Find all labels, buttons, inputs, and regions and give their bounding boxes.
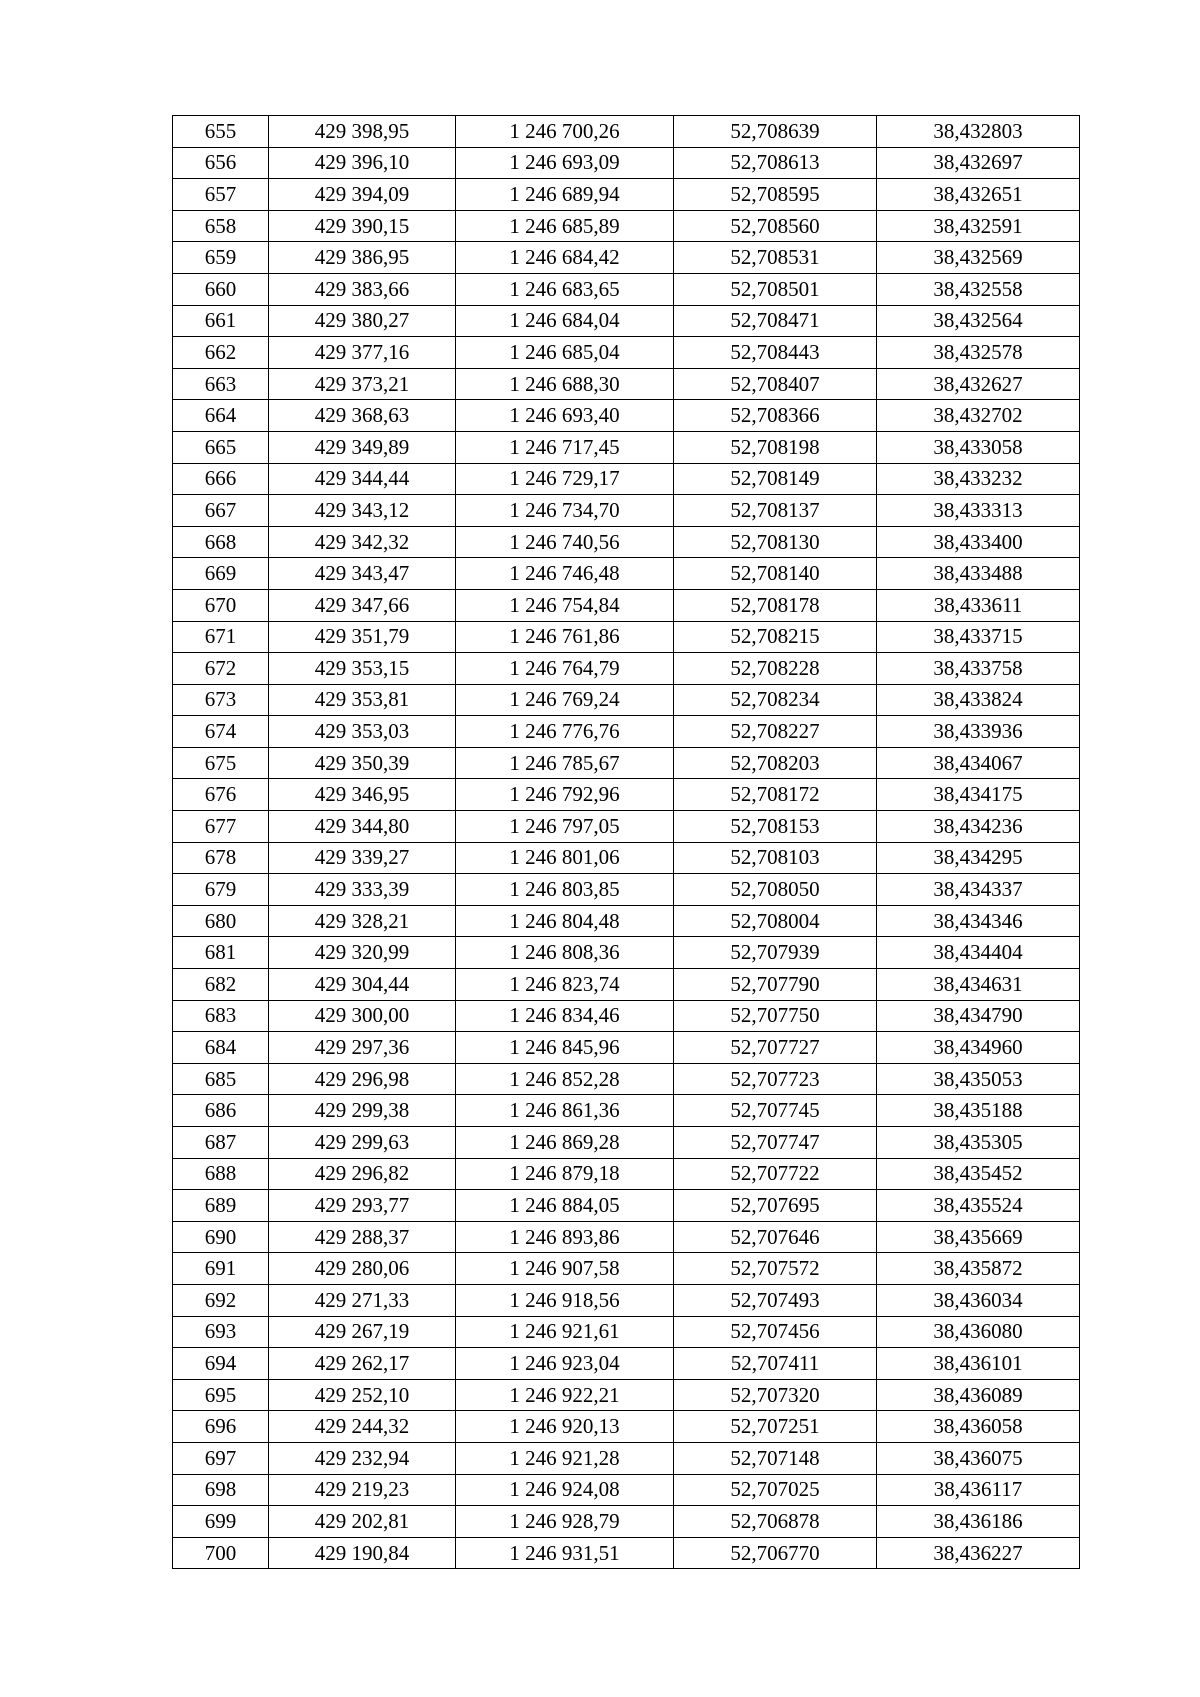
longitude-cell: 38,434404 bbox=[877, 937, 1080, 969]
x-coordinate-cell: 429 328,21 bbox=[269, 905, 456, 937]
latitude-cell: 52,708137 bbox=[674, 495, 877, 527]
latitude-cell: 52,708004 bbox=[674, 905, 877, 937]
y-coordinate-cell: 1 246 683,65 bbox=[456, 273, 674, 305]
longitude-cell: 38,436227 bbox=[877, 1537, 1080, 1569]
longitude-cell: 38,434067 bbox=[877, 747, 1080, 779]
latitude-cell: 52,708595 bbox=[674, 179, 877, 211]
x-coordinate-cell: 429 377,16 bbox=[269, 337, 456, 369]
latitude-cell: 52,707790 bbox=[674, 969, 877, 1001]
x-coordinate-cell: 429 232,94 bbox=[269, 1442, 456, 1474]
y-coordinate-cell: 1 246 920,13 bbox=[456, 1411, 674, 1443]
x-coordinate-cell: 429 353,15 bbox=[269, 653, 456, 685]
longitude-cell: 38,433611 bbox=[877, 589, 1080, 621]
table-row bbox=[173, 969, 1080, 1001]
latitude-cell: 52,707493 bbox=[674, 1284, 877, 1316]
y-coordinate-cell: 1 246 801,06 bbox=[456, 842, 674, 874]
longitude-cell: 38,432803 bbox=[877, 116, 1080, 148]
latitude-cell: 52,708366 bbox=[674, 400, 877, 432]
longitude-cell: 38,433058 bbox=[877, 431, 1080, 463]
latitude-cell: 52,707411 bbox=[674, 1348, 877, 1380]
y-coordinate-cell: 1 246 740,56 bbox=[456, 526, 674, 558]
y-coordinate-cell: 1 246 804,48 bbox=[456, 905, 674, 937]
x-coordinate-cell: 429 252,10 bbox=[269, 1379, 456, 1411]
table-row bbox=[173, 747, 1080, 779]
longitude-cell: 38,435188 bbox=[877, 1095, 1080, 1127]
point-number-cell: 659 bbox=[173, 242, 269, 274]
point-number-cell: 661 bbox=[173, 305, 269, 337]
x-coordinate-cell: 429 353,03 bbox=[269, 716, 456, 748]
latitude-cell: 52,707939 bbox=[674, 937, 877, 969]
latitude-cell: 52,707456 bbox=[674, 1316, 877, 1348]
y-coordinate-cell: 1 246 921,28 bbox=[456, 1442, 674, 1474]
y-coordinate-cell: 1 246 684,42 bbox=[456, 242, 674, 274]
latitude-cell: 52,708234 bbox=[674, 684, 877, 716]
x-coordinate-cell: 429 339,27 bbox=[269, 842, 456, 874]
point-number-cell: 662 bbox=[173, 337, 269, 369]
table-row bbox=[173, 1537, 1080, 1569]
y-coordinate-cell: 1 246 928,79 bbox=[456, 1506, 674, 1538]
x-coordinate-cell: 429 280,06 bbox=[269, 1253, 456, 1285]
coordinates-table bbox=[172, 115, 1080, 1569]
longitude-cell: 38,433824 bbox=[877, 684, 1080, 716]
latitude-cell: 52,707646 bbox=[674, 1221, 877, 1253]
table-row bbox=[173, 1063, 1080, 1095]
y-coordinate-cell: 1 246 693,40 bbox=[456, 400, 674, 432]
table-row bbox=[173, 431, 1080, 463]
point-number-cell: 689 bbox=[173, 1190, 269, 1222]
latitude-cell: 52,707722 bbox=[674, 1158, 877, 1190]
x-coordinate-cell: 429 344,80 bbox=[269, 811, 456, 843]
latitude-cell: 52,708228 bbox=[674, 653, 877, 685]
latitude-cell: 52,707025 bbox=[674, 1474, 877, 1506]
point-number-cell: 685 bbox=[173, 1063, 269, 1095]
longitude-cell: 38,436080 bbox=[877, 1316, 1080, 1348]
point-number-cell: 684 bbox=[173, 1032, 269, 1064]
x-coordinate-cell: 429 383,66 bbox=[269, 273, 456, 305]
point-number-cell: 664 bbox=[173, 400, 269, 432]
y-coordinate-cell: 1 246 845,96 bbox=[456, 1032, 674, 1064]
point-number-cell: 694 bbox=[173, 1348, 269, 1380]
x-coordinate-cell: 429 396,10 bbox=[269, 147, 456, 179]
point-number-cell: 673 bbox=[173, 684, 269, 716]
point-number-cell: 655 bbox=[173, 116, 269, 148]
latitude-cell: 52,708178 bbox=[674, 589, 877, 621]
table-row bbox=[173, 1000, 1080, 1032]
latitude-cell: 52,707727 bbox=[674, 1032, 877, 1064]
longitude-cell: 38,435669 bbox=[877, 1221, 1080, 1253]
table-row bbox=[173, 1316, 1080, 1348]
table-row bbox=[173, 1284, 1080, 1316]
latitude-cell: 52,708140 bbox=[674, 558, 877, 590]
x-coordinate-cell: 429 297,36 bbox=[269, 1032, 456, 1064]
y-coordinate-cell: 1 246 734,70 bbox=[456, 495, 674, 527]
table-row bbox=[173, 589, 1080, 621]
point-number-cell: 698 bbox=[173, 1474, 269, 1506]
x-coordinate-cell: 429 293,77 bbox=[269, 1190, 456, 1222]
table-row bbox=[173, 305, 1080, 337]
longitude-cell: 38,436117 bbox=[877, 1474, 1080, 1506]
longitude-cell: 38,434960 bbox=[877, 1032, 1080, 1064]
point-number-cell: 691 bbox=[173, 1253, 269, 1285]
latitude-cell: 52,707745 bbox=[674, 1095, 877, 1127]
point-number-cell: 669 bbox=[173, 558, 269, 590]
x-coordinate-cell: 429 300,00 bbox=[269, 1000, 456, 1032]
longitude-cell: 38,434346 bbox=[877, 905, 1080, 937]
latitude-cell: 52,707320 bbox=[674, 1379, 877, 1411]
point-number-cell: 665 bbox=[173, 431, 269, 463]
table-row bbox=[173, 684, 1080, 716]
longitude-cell: 38,436101 bbox=[877, 1348, 1080, 1380]
y-coordinate-cell: 1 246 785,67 bbox=[456, 747, 674, 779]
table-row bbox=[173, 337, 1080, 369]
longitude-cell: 38,432569 bbox=[877, 242, 1080, 274]
y-coordinate-cell: 1 246 769,24 bbox=[456, 684, 674, 716]
longitude-cell: 38,433232 bbox=[877, 463, 1080, 495]
x-coordinate-cell: 429 244,32 bbox=[269, 1411, 456, 1443]
y-coordinate-cell: 1 246 803,85 bbox=[456, 874, 674, 906]
table-row bbox=[173, 1442, 1080, 1474]
longitude-cell: 38,433936 bbox=[877, 716, 1080, 748]
point-number-cell: 666 bbox=[173, 463, 269, 495]
latitude-cell: 52,707695 bbox=[674, 1190, 877, 1222]
point-number-cell: 678 bbox=[173, 842, 269, 874]
x-coordinate-cell: 429 346,95 bbox=[269, 779, 456, 811]
latitude-cell: 52,707723 bbox=[674, 1063, 877, 1095]
x-coordinate-cell: 429 299,38 bbox=[269, 1095, 456, 1127]
table-row bbox=[173, 400, 1080, 432]
latitude-cell: 52,708613 bbox=[674, 147, 877, 179]
x-coordinate-cell: 429 380,27 bbox=[269, 305, 456, 337]
point-number-cell: 660 bbox=[173, 273, 269, 305]
y-coordinate-cell: 1 246 931,51 bbox=[456, 1537, 674, 1569]
latitude-cell: 52,708407 bbox=[674, 368, 877, 400]
table-row bbox=[173, 1253, 1080, 1285]
x-coordinate-cell: 429 386,95 bbox=[269, 242, 456, 274]
table-row bbox=[173, 147, 1080, 179]
latitude-cell: 52,708130 bbox=[674, 526, 877, 558]
latitude-cell: 52,707747 bbox=[674, 1127, 877, 1159]
x-coordinate-cell: 429 350,39 bbox=[269, 747, 456, 779]
longitude-cell: 38,432564 bbox=[877, 305, 1080, 337]
longitude-cell: 38,433313 bbox=[877, 495, 1080, 527]
point-number-cell: 682 bbox=[173, 969, 269, 1001]
y-coordinate-cell: 1 246 922,21 bbox=[456, 1379, 674, 1411]
table-row bbox=[173, 1221, 1080, 1253]
latitude-cell: 52,708560 bbox=[674, 210, 877, 242]
point-number-cell: 696 bbox=[173, 1411, 269, 1443]
longitude-cell: 38,434790 bbox=[877, 1000, 1080, 1032]
y-coordinate-cell: 1 246 823,74 bbox=[456, 969, 674, 1001]
latitude-cell: 52,708198 bbox=[674, 431, 877, 463]
point-number-cell: 675 bbox=[173, 747, 269, 779]
point-number-cell: 657 bbox=[173, 179, 269, 211]
longitude-cell: 38,436075 bbox=[877, 1442, 1080, 1474]
table-row bbox=[173, 811, 1080, 843]
x-coordinate-cell: 429 304,44 bbox=[269, 969, 456, 1001]
y-coordinate-cell: 1 246 754,84 bbox=[456, 589, 674, 621]
y-coordinate-cell: 1 246 693,09 bbox=[456, 147, 674, 179]
y-coordinate-cell: 1 246 834,46 bbox=[456, 1000, 674, 1032]
table-row bbox=[173, 1348, 1080, 1380]
table-row bbox=[173, 1095, 1080, 1127]
table-row bbox=[173, 716, 1080, 748]
y-coordinate-cell: 1 246 861,36 bbox=[456, 1095, 674, 1127]
point-number-cell: 674 bbox=[173, 716, 269, 748]
longitude-cell: 38,436034 bbox=[877, 1284, 1080, 1316]
x-coordinate-cell: 429 349,89 bbox=[269, 431, 456, 463]
y-coordinate-cell: 1 246 685,04 bbox=[456, 337, 674, 369]
x-coordinate-cell: 429 343,12 bbox=[269, 495, 456, 527]
x-coordinate-cell: 429 299,63 bbox=[269, 1127, 456, 1159]
latitude-cell: 52,708471 bbox=[674, 305, 877, 337]
x-coordinate-cell: 429 394,09 bbox=[269, 179, 456, 211]
latitude-cell: 52,708149 bbox=[674, 463, 877, 495]
y-coordinate-cell: 1 246 688,30 bbox=[456, 368, 674, 400]
table-row bbox=[173, 1411, 1080, 1443]
x-coordinate-cell: 429 343,47 bbox=[269, 558, 456, 590]
table-row bbox=[173, 1158, 1080, 1190]
longitude-cell: 38,433488 bbox=[877, 558, 1080, 590]
longitude-cell: 38,435305 bbox=[877, 1127, 1080, 1159]
point-number-cell: 656 bbox=[173, 147, 269, 179]
longitude-cell: 38,432651 bbox=[877, 179, 1080, 211]
y-coordinate-cell: 1 246 808,36 bbox=[456, 937, 674, 969]
point-number-cell: 687 bbox=[173, 1127, 269, 1159]
point-number-cell: 697 bbox=[173, 1442, 269, 1474]
latitude-cell: 52,708227 bbox=[674, 716, 877, 748]
latitude-cell: 52,708531 bbox=[674, 242, 877, 274]
y-coordinate-cell: 1 246 746,48 bbox=[456, 558, 674, 590]
y-coordinate-cell: 1 246 852,28 bbox=[456, 1063, 674, 1095]
point-number-cell: 686 bbox=[173, 1095, 269, 1127]
point-number-cell: 667 bbox=[173, 495, 269, 527]
longitude-cell: 38,433715 bbox=[877, 621, 1080, 653]
table-row bbox=[173, 1190, 1080, 1222]
y-coordinate-cell: 1 246 879,18 bbox=[456, 1158, 674, 1190]
longitude-cell: 38,433758 bbox=[877, 653, 1080, 685]
longitude-cell: 38,432702 bbox=[877, 400, 1080, 432]
table-row bbox=[173, 1379, 1080, 1411]
y-coordinate-cell: 1 246 884,05 bbox=[456, 1190, 674, 1222]
latitude-cell: 52,708215 bbox=[674, 621, 877, 653]
x-coordinate-cell: 429 398,95 bbox=[269, 116, 456, 148]
point-number-cell: 681 bbox=[173, 937, 269, 969]
y-coordinate-cell: 1 246 761,86 bbox=[456, 621, 674, 653]
x-coordinate-cell: 429 347,66 bbox=[269, 589, 456, 621]
coordinates-table-body bbox=[173, 116, 1080, 1569]
latitude-cell: 52,708443 bbox=[674, 337, 877, 369]
longitude-cell: 38,432558 bbox=[877, 273, 1080, 305]
x-coordinate-cell: 429 202,81 bbox=[269, 1506, 456, 1538]
latitude-cell: 52,708172 bbox=[674, 779, 877, 811]
longitude-cell: 38,435872 bbox=[877, 1253, 1080, 1285]
latitude-cell: 52,708203 bbox=[674, 747, 877, 779]
latitude-cell: 52,706878 bbox=[674, 1506, 877, 1538]
x-coordinate-cell: 429 267,19 bbox=[269, 1316, 456, 1348]
latitude-cell: 52,706770 bbox=[674, 1537, 877, 1569]
longitude-cell: 38,434337 bbox=[877, 874, 1080, 906]
point-number-cell: 683 bbox=[173, 1000, 269, 1032]
point-number-cell: 693 bbox=[173, 1316, 269, 1348]
point-number-cell: 672 bbox=[173, 653, 269, 685]
y-coordinate-cell: 1 246 924,08 bbox=[456, 1474, 674, 1506]
point-number-cell: 668 bbox=[173, 526, 269, 558]
point-number-cell: 663 bbox=[173, 368, 269, 400]
point-number-cell: 690 bbox=[173, 1221, 269, 1253]
longitude-cell: 38,435524 bbox=[877, 1190, 1080, 1222]
table-row bbox=[173, 1506, 1080, 1538]
point-number-cell: 680 bbox=[173, 905, 269, 937]
table-row bbox=[173, 495, 1080, 527]
y-coordinate-cell: 1 246 689,94 bbox=[456, 179, 674, 211]
table-row bbox=[173, 116, 1080, 148]
y-coordinate-cell: 1 246 869,28 bbox=[456, 1127, 674, 1159]
point-number-cell: 695 bbox=[173, 1379, 269, 1411]
latitude-cell: 52,707251 bbox=[674, 1411, 877, 1443]
point-number-cell: 670 bbox=[173, 589, 269, 621]
table-row bbox=[173, 653, 1080, 685]
point-number-cell: 692 bbox=[173, 1284, 269, 1316]
point-number-cell: 671 bbox=[173, 621, 269, 653]
y-coordinate-cell: 1 246 923,04 bbox=[456, 1348, 674, 1380]
latitude-cell: 52,707572 bbox=[674, 1253, 877, 1285]
y-coordinate-cell: 1 246 792,96 bbox=[456, 779, 674, 811]
longitude-cell: 38,432627 bbox=[877, 368, 1080, 400]
latitude-cell: 52,708103 bbox=[674, 842, 877, 874]
x-coordinate-cell: 429 262,17 bbox=[269, 1348, 456, 1380]
x-coordinate-cell: 429 344,44 bbox=[269, 463, 456, 495]
table-row bbox=[173, 1474, 1080, 1506]
y-coordinate-cell: 1 246 893,86 bbox=[456, 1221, 674, 1253]
point-number-cell: 679 bbox=[173, 874, 269, 906]
point-number-cell: 700 bbox=[173, 1537, 269, 1569]
table-row bbox=[173, 273, 1080, 305]
table-row bbox=[173, 905, 1080, 937]
longitude-cell: 38,435053 bbox=[877, 1063, 1080, 1095]
y-coordinate-cell: 1 246 685,89 bbox=[456, 210, 674, 242]
table-row bbox=[173, 874, 1080, 906]
longitude-cell: 38,435452 bbox=[877, 1158, 1080, 1190]
point-number-cell: 676 bbox=[173, 779, 269, 811]
table-row bbox=[173, 463, 1080, 495]
y-coordinate-cell: 1 246 776,76 bbox=[456, 716, 674, 748]
longitude-cell: 38,436089 bbox=[877, 1379, 1080, 1411]
x-coordinate-cell: 429 190,84 bbox=[269, 1537, 456, 1569]
table-row bbox=[173, 937, 1080, 969]
longitude-cell: 38,434295 bbox=[877, 842, 1080, 874]
x-coordinate-cell: 429 373,21 bbox=[269, 368, 456, 400]
table-row bbox=[173, 842, 1080, 874]
latitude-cell: 52,708639 bbox=[674, 116, 877, 148]
x-coordinate-cell: 429 296,98 bbox=[269, 1063, 456, 1095]
latitude-cell: 52,708050 bbox=[674, 874, 877, 906]
point-number-cell: 688 bbox=[173, 1158, 269, 1190]
table-row bbox=[173, 1032, 1080, 1064]
point-number-cell: 699 bbox=[173, 1506, 269, 1538]
y-coordinate-cell: 1 246 700,26 bbox=[456, 116, 674, 148]
table-row bbox=[173, 558, 1080, 590]
y-coordinate-cell: 1 246 797,05 bbox=[456, 811, 674, 843]
longitude-cell: 38,433400 bbox=[877, 526, 1080, 558]
longitude-cell: 38,434236 bbox=[877, 811, 1080, 843]
y-coordinate-cell: 1 246 764,79 bbox=[456, 653, 674, 685]
y-coordinate-cell: 1 246 684,04 bbox=[456, 305, 674, 337]
table-row bbox=[173, 179, 1080, 211]
point-number-cell: 677 bbox=[173, 811, 269, 843]
longitude-cell: 38,436058 bbox=[877, 1411, 1080, 1443]
table-row bbox=[173, 526, 1080, 558]
x-coordinate-cell: 429 333,39 bbox=[269, 874, 456, 906]
table-row bbox=[173, 779, 1080, 811]
x-coordinate-cell: 429 296,82 bbox=[269, 1158, 456, 1190]
table-row bbox=[173, 210, 1080, 242]
longitude-cell: 38,434631 bbox=[877, 969, 1080, 1001]
longitude-cell: 38,432697 bbox=[877, 147, 1080, 179]
y-coordinate-cell: 1 246 907,58 bbox=[456, 1253, 674, 1285]
x-coordinate-cell: 429 288,37 bbox=[269, 1221, 456, 1253]
longitude-cell: 38,436186 bbox=[877, 1506, 1080, 1538]
y-coordinate-cell: 1 246 717,45 bbox=[456, 431, 674, 463]
x-coordinate-cell: 429 353,81 bbox=[269, 684, 456, 716]
x-coordinate-cell: 429 351,79 bbox=[269, 621, 456, 653]
longitude-cell: 38,432591 bbox=[877, 210, 1080, 242]
table-row bbox=[173, 242, 1080, 274]
latitude-cell: 52,708501 bbox=[674, 273, 877, 305]
table-row bbox=[173, 1127, 1080, 1159]
x-coordinate-cell: 429 219,23 bbox=[269, 1474, 456, 1506]
y-coordinate-cell: 1 246 729,17 bbox=[456, 463, 674, 495]
longitude-cell: 38,434175 bbox=[877, 779, 1080, 811]
y-coordinate-cell: 1 246 921,61 bbox=[456, 1316, 674, 1348]
table-row bbox=[173, 621, 1080, 653]
latitude-cell: 52,708153 bbox=[674, 811, 877, 843]
latitude-cell: 52,707750 bbox=[674, 1000, 877, 1032]
table-row bbox=[173, 368, 1080, 400]
point-number-cell: 658 bbox=[173, 210, 269, 242]
x-coordinate-cell: 429 390,15 bbox=[269, 210, 456, 242]
latitude-cell: 52,707148 bbox=[674, 1442, 877, 1474]
x-coordinate-cell: 429 271,33 bbox=[269, 1284, 456, 1316]
longitude-cell: 38,432578 bbox=[877, 337, 1080, 369]
x-coordinate-cell: 429 320,99 bbox=[269, 937, 456, 969]
x-coordinate-cell: 429 368,63 bbox=[269, 400, 456, 432]
x-coordinate-cell: 429 342,32 bbox=[269, 526, 456, 558]
y-coordinate-cell: 1 246 918,56 bbox=[456, 1284, 674, 1316]
